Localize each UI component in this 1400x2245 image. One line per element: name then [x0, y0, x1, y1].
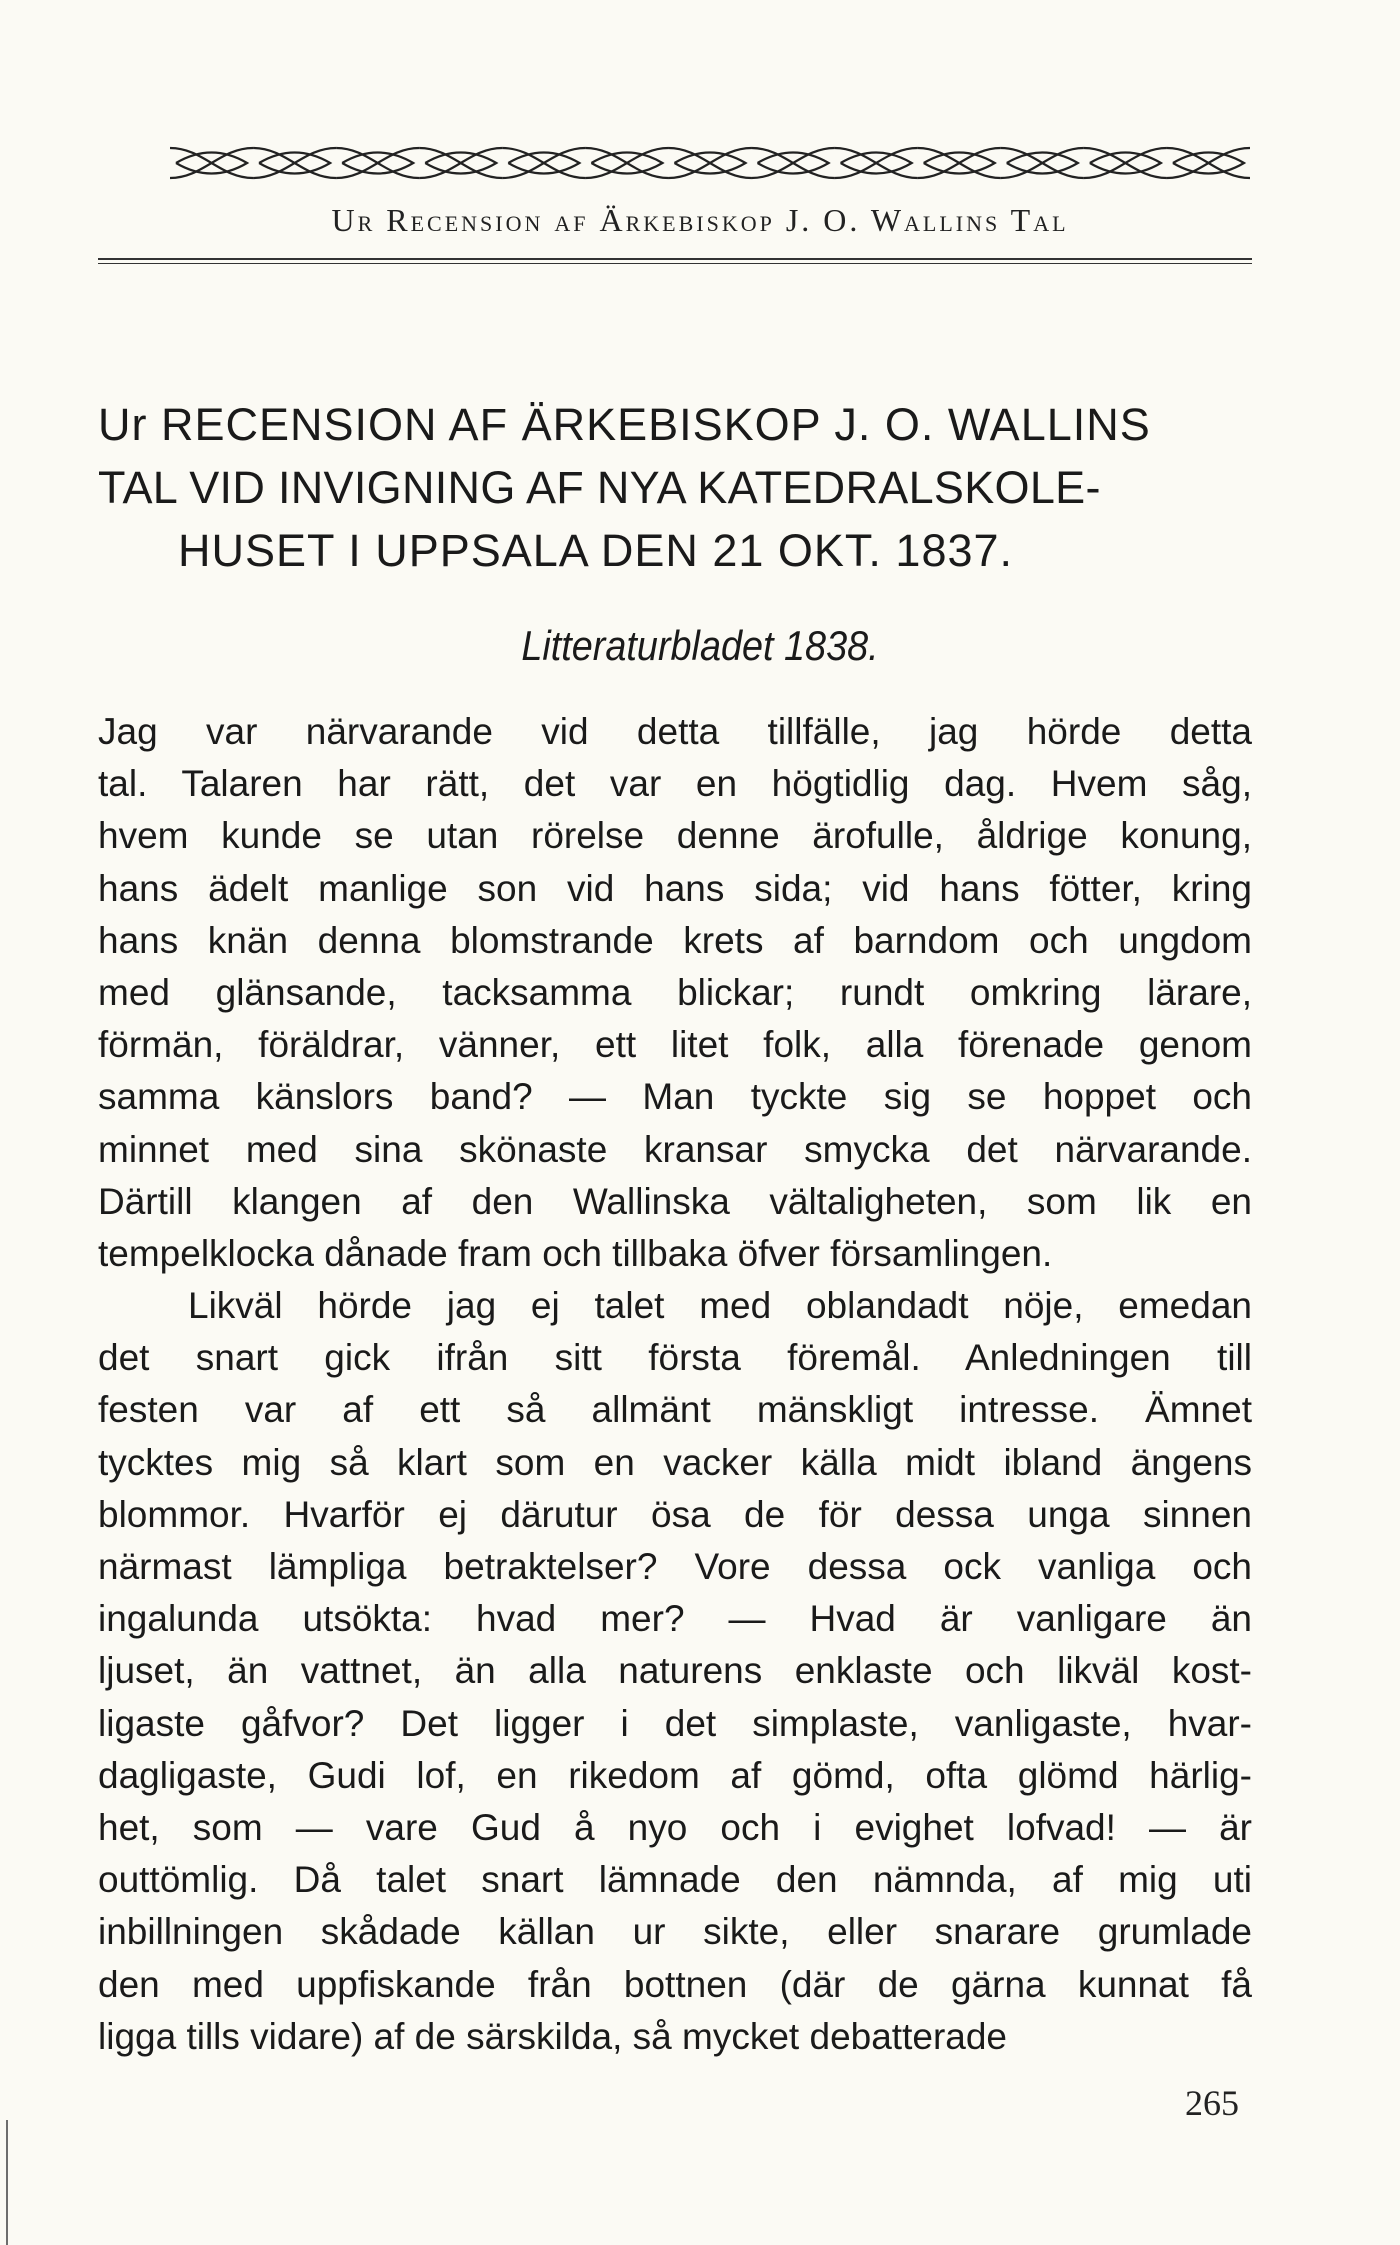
- body-line: minnet med sina skönaste kransar smycka det närvarande.: [98, 1128, 1252, 1170]
- page-edge-line: [6, 2120, 8, 2245]
- body-line: outtömlig. Då talet snart lämnade den nämnda, af mig uti: [98, 1859, 1252, 1901]
- running-head: Ur Recension af Ärkebiskop J. O. Wallins Tal: [331, 202, 1069, 238]
- body-line: hvem kunde se utan rörelse denne ärofulle, åldrige konung,: [98, 815, 1252, 857]
- body-line: det snart gick ifrån sitt första föremål. Anledningen till: [98, 1337, 1252, 1379]
- body-line: hans knän denna blomstrande krets af barndom och ungdom: [98, 919, 1252, 961]
- body-line: närmast lämpliga betraktelser? Vore dessa ock vanliga och: [98, 1546, 1252, 1587]
- body-line: Därtill klangen af den Wallinska vältaligheten, som lik en: [98, 1180, 1252, 1222]
- body-line: tycktes mig så klart som en vacker källa midt ibland ängens: [98, 1441, 1252, 1483]
- body-line: tempelklocka dånade fram och tillbaka öfver församlingen.: [98, 1232, 1053, 1274]
- body-line: festen var af ett så allmänt mänskligt intresse. Ämnet: [98, 1389, 1252, 1431]
- title-line-1: [98, 393, 1258, 456]
- body-line: inbillningen skådade källan ur sikte, eller snarare grumlade: [98, 1911, 1252, 1953]
- body-line: med glänsande, tacksamma blickar; rundt omkring lärare,: [98, 971, 1252, 1013]
- body-line: het, som — vare Gud å nyo och i evighet lofvad! — är: [98, 1806, 1252, 1848]
- body-line: Jag var närvarande vid detta tillfälle, jag hörde detta: [98, 711, 1252, 752]
- article-title: [98, 393, 1258, 582]
- title-ur: Ur: [98, 399, 148, 450]
- title-line-1-rest: RECENSION AF ÄRKEBISKOP J. O. WALLINS: [161, 399, 1151, 450]
- page-number: 265: [1185, 2083, 1239, 2123]
- source-citation: Litteraturbladet 1838.: [521, 622, 879, 669]
- body-line: den med uppfiskande från bottnen (där de gärna kunnat få: [98, 1963, 1252, 2005]
- body-line: ligga tills vidare) af de särskilda, så mycket debatterade: [98, 2015, 1007, 2057]
- header-rule-top: [98, 258, 1252, 260]
- header-rule-bottom: [98, 263, 1252, 264]
- body-line: ljuset, än vattnet, än alla naturens enklaste och likväl kost-: [98, 1650, 1252, 1692]
- body-text: [98, 706, 1252, 2063]
- body-line: tal. Talaren har rätt, det var en högtidlig dag. Hvem såg,: [98, 763, 1252, 805]
- body-line: samma känslors band? — Man tyckte sig se hoppet och: [98, 1076, 1252, 1118]
- body-line: Likväl hörde jag ej talet med oblandadt nöje, emedan: [188, 1285, 1252, 1327]
- title-line-2: TAL VID INVIGNING AF NYA KATEDRALSKOLE-: [98, 462, 1101, 513]
- body-line: ligaste gåfvor? Det ligger i det simplaste, vanligaste, hvar-: [98, 1702, 1252, 1744]
- title-line-3: HUSET I UPPSALA DEN 21 OKT. 1837.: [178, 525, 1014, 576]
- body-line: dagligaste, Gudi lof, en rikedom af gömd, ofta glömd härlig-: [98, 1754, 1252, 1796]
- body-line: ingalunda utsökta: hvad mer? — Hvad är vanligare än: [98, 1598, 1252, 1640]
- body-line: förmän, föräldrar, vänner, ett litet folk, alla förenade genom: [98, 1024, 1252, 1066]
- body-line: hans ädelt manlige son vid hans sida; vid hans fötter, kring: [98, 867, 1252, 909]
- interlace-border-ornament-icon: [170, 138, 1250, 188]
- body-line: blommor. Hvarför ej därutur ösa de för dessa unga sinnen: [98, 1493, 1252, 1535]
